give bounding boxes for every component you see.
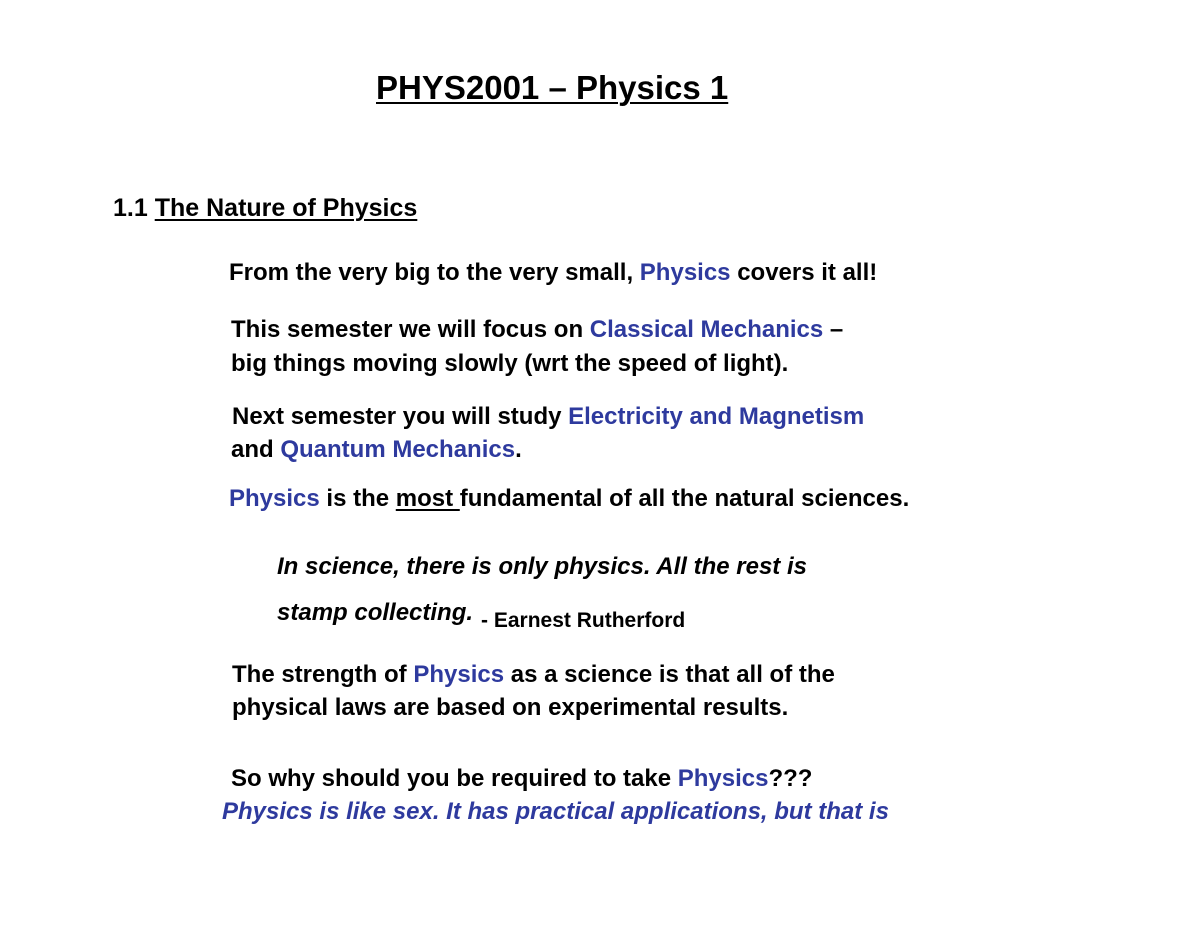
highlight-classical-mechanics: Classical Mechanics	[589, 316, 824, 343]
text-span: as a science is that all of the	[504, 661, 835, 688]
highlight-quantum-mechanics: Quantum Mechanics	[280, 436, 516, 463]
paragraph-semester-line2: big things moving slowly (wrt the speed of light).	[231, 350, 789, 377]
paragraph-strength-line1	[232, 663, 835, 687]
text-span: and	[231, 436, 281, 463]
paragraph-why-line1	[231, 767, 812, 791]
section-title: The Nature of Physics	[154, 194, 418, 222]
text-span: stamp collecting.	[277, 599, 474, 626]
highlight-physics: Physics	[413, 661, 505, 688]
text-span: The strength of	[232, 661, 414, 688]
section-number: 1.1	[113, 194, 148, 222]
highlight-physics: Physics	[639, 259, 731, 286]
text-span: This semester we will focus on	[231, 316, 590, 343]
text-span: Next semester you will study	[232, 403, 569, 430]
text-span: .	[515, 436, 522, 463]
section-heading	[113, 196, 417, 221]
page-title: PHYS2001 – Physics 1	[376, 69, 729, 106]
text-span: So why should you be required to take	[231, 765, 678, 792]
paragraph-scope	[229, 261, 877, 285]
text-span: From the very big to the very small,	[229, 259, 640, 286]
paragraph-next-semester-line2	[231, 438, 522, 462]
quote-attribution: - Earnest Rutherford	[481, 609, 686, 632]
text-span: is the	[319, 485, 396, 512]
paragraph-next-semester-line1	[232, 405, 864, 429]
highlight-physics: Physics	[229, 485, 320, 512]
text-span: fundamental of all the natural sciences.	[459, 485, 910, 512]
text-span: ???	[768, 765, 813, 792]
paragraph-fundamental	[229, 487, 909, 511]
paragraph-strength-line2: physical laws are based on experimental results.	[232, 694, 789, 721]
quote-line1: In science, there is only physics. All the rest is	[277, 553, 807, 580]
paragraph-why-line2: Physics is like sex. It has practical applications, but that is	[222, 798, 889, 825]
highlight-electricity-magnetism: Electricity and Magnetism	[568, 403, 865, 430]
text-span: –	[823, 316, 844, 343]
highlight-physics: Physics	[677, 765, 769, 792]
paragraph-semester-line1	[231, 318, 843, 342]
text-span: covers it all!	[730, 259, 878, 286]
quote-line2	[277, 599, 686, 632]
underlined-most: most	[395, 485, 460, 512]
